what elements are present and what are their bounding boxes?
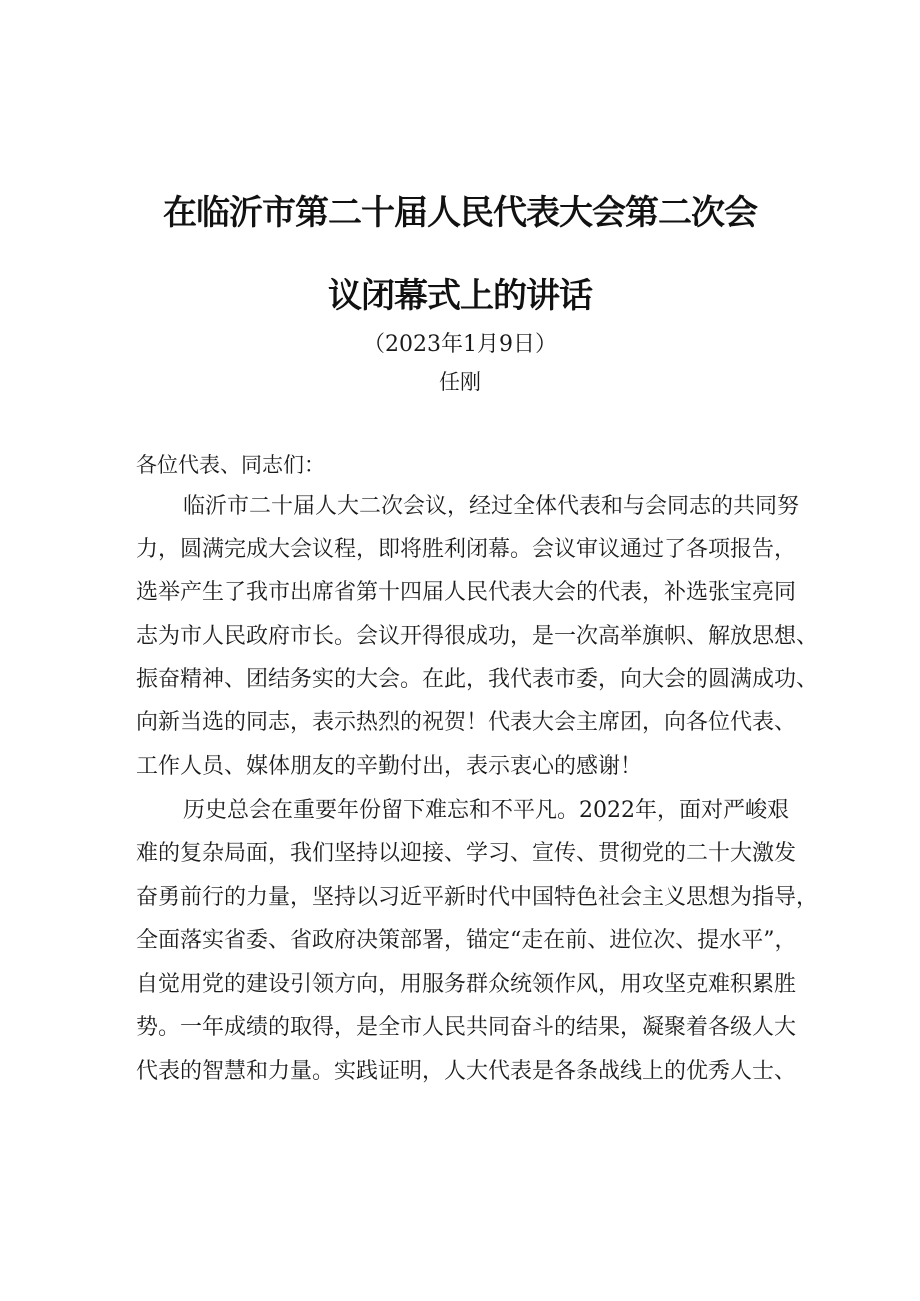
paragraph-1-line: 振奋精神、团结务实的大会。在此，我代表市委，向大会的圆满成功、	[136, 667, 819, 692]
paragraph-1-line: 力，圆满完成大会议程，即将胜利闭幕。会议审议通过了各项报告，	[136, 537, 797, 562]
paragraph-1-line: 选举产生了我市出席省第十四届人民代表大会的代表，补选张宝亮同	[136, 580, 797, 605]
salutation: 各位代表、同志们：	[136, 453, 325, 477]
speech-author: 任刚	[439, 370, 481, 394]
paragraph-2-line: 历史总会在重要年份留下难忘和不平凡。2022年，面对严峻艰	[183, 798, 789, 823]
paragraph-2-line: 奋勇前行的力量，坚持以习近平新时代中国特色社会主义思想为指导，	[136, 885, 819, 910]
paragraph-1-line: 临沂市二十届人大二次会议，经过全体代表和与会同志的共同努	[183, 494, 800, 519]
paragraph-2-line: 代表的智慧和力量。实践证明，人大代表是各条战线上的优秀人士、	[136, 1059, 797, 1084]
paragraph-2-line: 难的复杂局面，我们坚持以迎接、学习、宣传、贯彻党的二十大激发	[136, 841, 797, 866]
paragraph-2-line: 自觉用党的建设引领方向，用服务群众统领作风，用攻坚克难积累胜	[136, 972, 797, 997]
paragraph-2-line: 全面落实省委、省政府决策部署，锚定“走在前、进位次、提水平”，	[136, 928, 797, 953]
speech-title-line-2: 议闭幕式上的讲话	[328, 276, 592, 316]
speech-date: （2023年1月9日）	[363, 332, 557, 357]
paragraph-1-line: 向新当选的同志，表示热烈的祝贺！代表大会主席团，向各位代表、	[136, 710, 797, 735]
speech-title-line-1: 在临沂市第二十届人民代表大会第二次会	[163, 193, 757, 233]
paragraph-1-line: 工作人员、媒体朋友的辛勤付出，表示衷心的感谢！	[136, 754, 643, 779]
paragraph-1-line: 志为市人民政府市长。会议开得很成功，是一次高举旗帜、解放思想、	[136, 624, 819, 649]
paragraph-2-line: 势。一年成绩的取得，是全市人民共同奋斗的结果，凝聚着各级人大	[136, 1015, 797, 1040]
